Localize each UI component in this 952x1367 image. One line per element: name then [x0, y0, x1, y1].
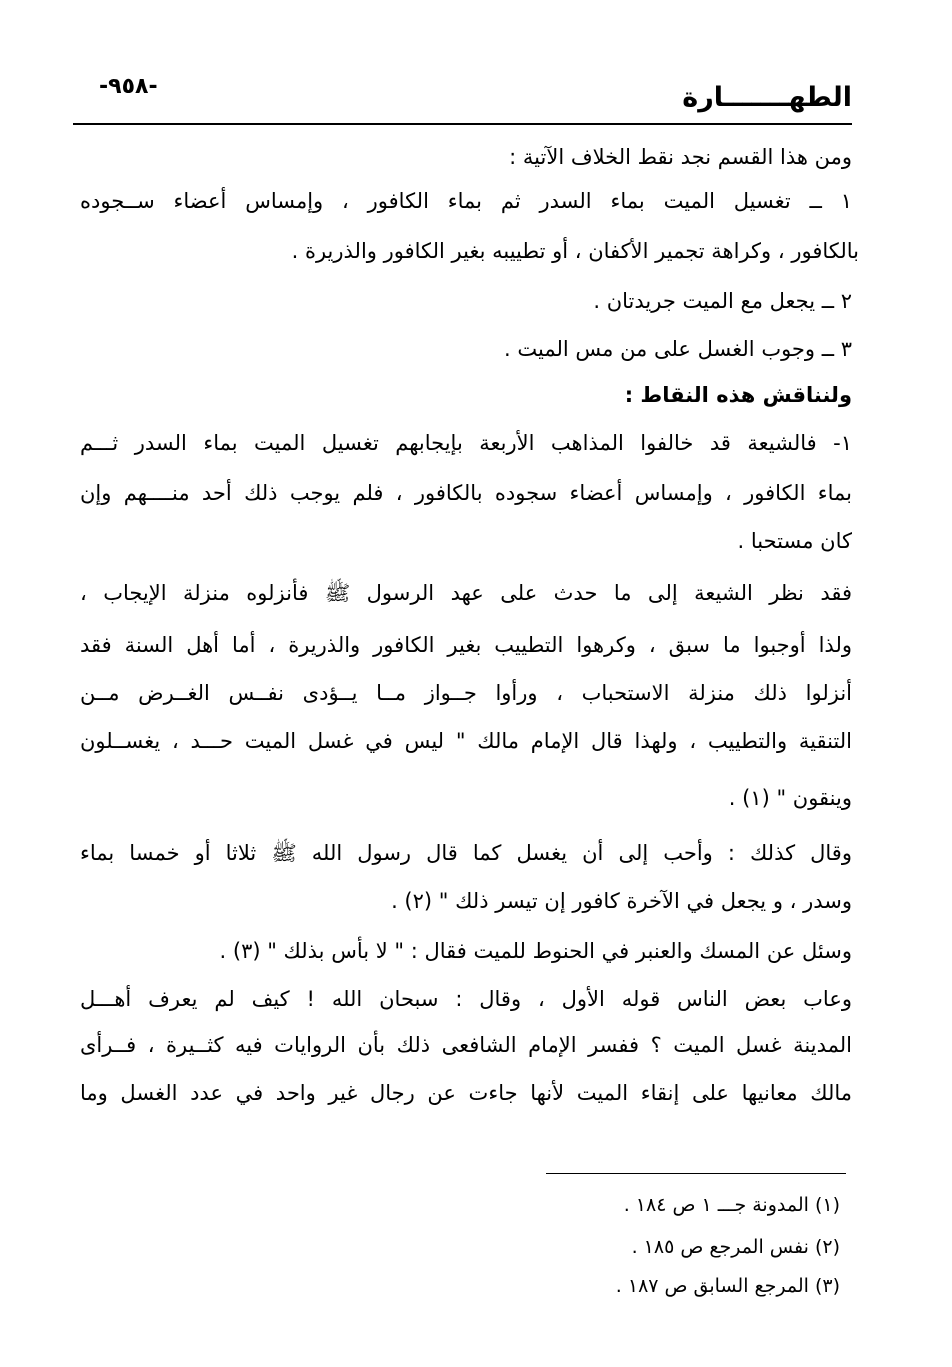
paragraph-1-line-2: بماء الكافور ، وإمساس أعضاء سجوده بالكافور ، فلم يوجب ذلك أحد منــــهم وإن [80, 481, 852, 505]
paragraph-1-line-1: ١- فالشيعة قد خالفوا المذاهب الأربعة بإيجابهم تغسيل الميت بماء السدر ثـــم [80, 431, 852, 455]
discussion-heading: ولنناقش هذه النقاط : [624, 383, 852, 407]
footnote-2: (٢) نفس المرجع ص ١٨٥ . [631, 1236, 840, 1258]
chapter-title: الطهـــــــارة [682, 82, 852, 113]
paragraph-3-line-1: وقال كذلك : وأحب إلى أن يغسل كما قال رسول الله ﷺ ثلاثا أو خمسا بماء [80, 841, 852, 865]
paragraph-3-line-2: وسدر ، و يجعل في الآخرة كافور إن تيسر ذلك " (٢) . [391, 889, 852, 913]
paragraph-4: وسئل عن المسك والعنبر في الحنوط للميت فقال : " لا بأس بذلك " (٣) . [219, 939, 852, 963]
paragraph-5-line-2: المدينة غسل الميت ؟ ففسر الإمام الشافعى ذلك بأن الروايات فيه كثــيرة ، فــرأى [80, 1033, 852, 1057]
page-number: -٩٥٨- [99, 74, 158, 99]
paragraph-2-line-4: التنقية والتطييب ، ولهذا قال الإمام مالك " ليس في غسل الميت حـــد ، يغســلون [80, 729, 852, 753]
paragraph-2-line-5: وينقون " (١) . [728, 786, 852, 810]
intro-line: ومن هذا القسم نجد نقط الخلاف الآتية : [509, 145, 852, 169]
paragraph-2-line-2: ولذا أوجبوا ما سبق ، وكرهوا التطييب بغير الكافور والذريرة ، أما أهل السنة فقد [80, 633, 852, 657]
paragraph-2-line-1: فقد نظر الشيعة إلى ما حدث على عهد الرسول ﷺ فأنزلوه منزلة الإيجاب ، [80, 581, 852, 605]
paragraph-1-line-3: كان مستحبا . [737, 529, 852, 553]
list-item-2: ٢ ــ يجعل مع الميت جريدتان . [593, 289, 852, 313]
footnote-3: (٣) المرجع السابق ص ١٨٧ . [615, 1275, 840, 1297]
footnote-1: (١) المدونة جـــ ١ ص ١٨٤ . [623, 1194, 840, 1216]
footnote-divider [546, 1173, 846, 1174]
list-item-3: ٣ ــ وجوب الغسل على من مس الميت . [504, 337, 852, 361]
list-item-1-line-1: ١ ــ تغسيل الميت بماء السدر ثم بماء الكافور ، وإمساس أعضاء ســجوده [80, 189, 852, 213]
paragraph-5-line-3: مالك معانيها على إنقاء الميت لأنها جاءت عن رجال غير واحد في عدد الغسل وما [80, 1081, 852, 1105]
header-divider [73, 123, 852, 125]
list-item-1-line-2: بالكافور ، وكراهة تجمير الأكفان ، أو تطييبه بغير الكافور والذريرة . [291, 239, 859, 263]
paragraph-2-line-3: أنزلوا ذلك منزلة الاستحباب ، ورأوا جــواز مــا يــؤدى نفــس الغــرض مــن [80, 681, 852, 705]
paragraph-5-line-1: وعاب بعض الناس قوله الأول ، وقال : سبحان الله ! كيف لم يعرف أهـــل [80, 987, 852, 1011]
